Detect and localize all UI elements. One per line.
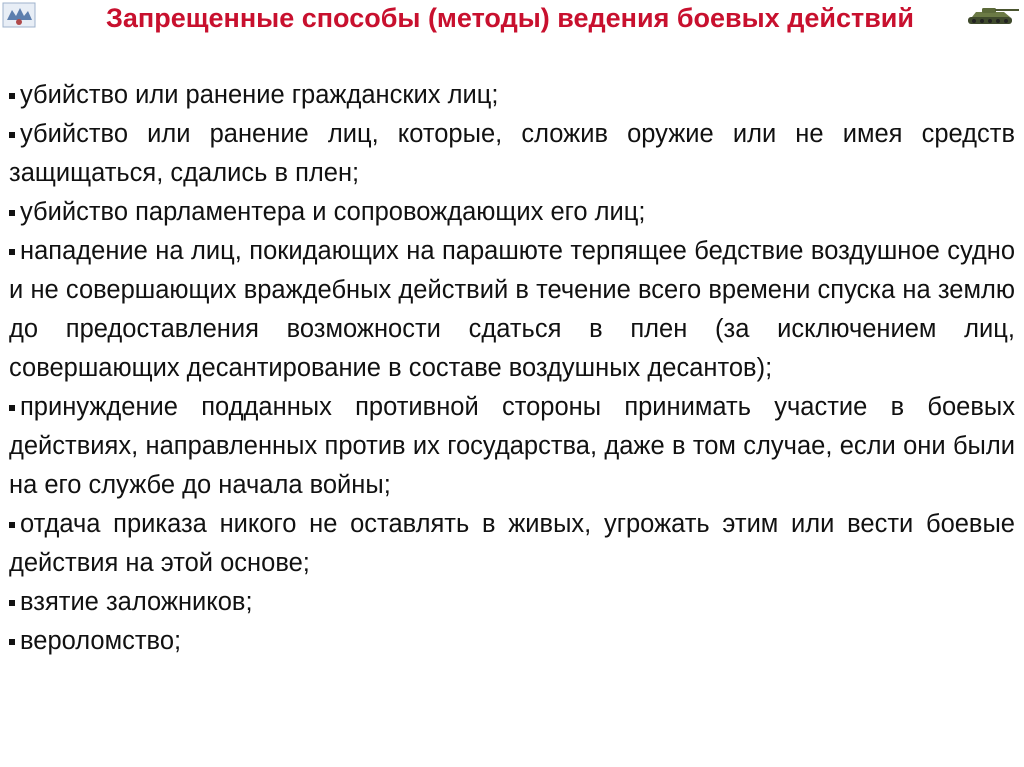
- list-item-text: взятие заложников;: [20, 588, 253, 616]
- list-item: [9, 583, 1015, 622]
- list-item-text: нападение на лиц, покидающих на парашюте терпящее бедствие воздушное судно и не совершающих враждебных действий в течение всего времени спуска на землю до предоставления возможности сдаться в плен (за исключением лиц, совершающих десантирование в составе воздушных десантов);: [9, 237, 1015, 382]
- list-item-text: убийство или ранение гражданских лиц;: [20, 81, 499, 109]
- bullet-marker: [9, 639, 15, 645]
- list-item: [9, 505, 1015, 583]
- emblem-icon: [2, 2, 36, 28]
- list-item-text: убийство или ранение лиц, которые, сложив оружие или не имея средств защищаться, сдались в плен;: [9, 120, 1015, 187]
- slide-title: Запрещенные способы (методы) ведения боевых действий: [106, 3, 914, 33]
- bullet-marker: [9, 93, 15, 99]
- tank-icon: [962, 2, 1020, 28]
- bullet-marker: [9, 522, 15, 528]
- bullet-list: [9, 76, 1015, 661]
- bullet-marker: [9, 600, 15, 606]
- bullet-marker: [9, 132, 15, 138]
- list-item: [9, 115, 1015, 193]
- list-item: [9, 76, 1015, 115]
- bullet-marker: [9, 249, 15, 255]
- bullet-marker: [9, 210, 15, 216]
- list-item-text: вероломство;: [20, 627, 182, 655]
- list-item: [9, 388, 1015, 505]
- list-item-text: убийство парламентера и сопровождающих его лиц;: [20, 198, 646, 226]
- list-item-text: принуждение подданных противной стороны принимать участие в боевых действиях, направленных против их государства, даже в том случае, если они были на его службе до начала войны;: [9, 393, 1015, 499]
- bullet-marker: [9, 405, 15, 411]
- list-item-text: отдача приказа никого не оставлять в живых, угрожать этим или вести боевые действия на этой основе;: [9, 510, 1015, 577]
- list-item: [9, 232, 1015, 388]
- list-item: [9, 622, 1015, 661]
- list-item: [9, 193, 1015, 232]
